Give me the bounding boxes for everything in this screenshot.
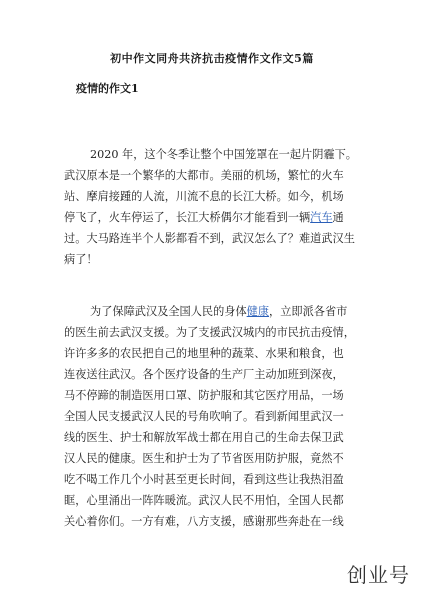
paragraph2-line: 连夜送往武汉。各个医疗设备的生产厂主动加班到深夜， <box>64 368 344 381</box>
paragraph2-line: 线的医生、护士和解放军战士都在用自己的生命去保卫武 <box>64 431 344 444</box>
paragraph2-line: 全国人民支援武汉人民的号角吹响了。看到新闻里武汉一 <box>64 410 344 423</box>
section-heading: 疫情的作文1 <box>76 82 139 95</box>
paragraph1-line: 武汉原本是一个繁华的大都市。美丽的机场，繁忙的火车 <box>64 169 344 182</box>
health-link[interactable]: 健康 <box>246 305 270 318</box>
paragraph1-line: 过。大马路连半个人影都看不到，武汉怎么了？难道武汉生 <box>64 232 355 245</box>
paragraph2-line: 许许多多的农民把自己的地里种的蔬菜、水果和粮食，也 <box>64 347 344 360</box>
paragraph1-line-text: 通 <box>332 211 344 224</box>
paragraph1-line-text: 停飞了，火车停运了，长江大桥偶尔才能看到一辆 <box>64 211 311 224</box>
paragraph2-line <box>90 304 347 320</box>
watermark-logo: 创业号 <box>347 563 410 587</box>
paragraph1-line: 2020 年，这个冬季让整个中国笼罩在一起片阴霾下。 <box>90 148 357 161</box>
paragraph2-line-text: ，立即派各省市 <box>269 305 348 318</box>
paragraph2-line: 眶，心里涌出一阵阵暖流。武汉人民不用怕，全国人民都 <box>64 494 344 507</box>
paragraph2-line-text: 为了保障武汉及全国人民的身体 <box>90 305 247 318</box>
paragraph1-line <box>64 210 344 226</box>
paragraph2-line: 关心着你们。一方有难，八方支援，感谢那些奔赴在一线 <box>64 515 344 528</box>
document-title: 初中作文同舟共济抗击疫情作文作文5篇 <box>110 52 314 65</box>
car-link[interactable]: 汽车 <box>310 211 333 224</box>
paragraph2-line: 吃不喝工作几个小时甚至更长时间，看到这些让我热泪盈 <box>64 473 344 486</box>
paragraph2-line: 马不停蹄的制造医用口罩、防护服和其它医疗用品，一场 <box>64 389 344 402</box>
paragraph1-line: 病了！ <box>64 253 98 266</box>
paragraph2-line: 汉人民的健康。医生和护士为了节省医用防护服，竟然不 <box>64 452 344 465</box>
paragraph2-line: 的医生前去武汉支援。为了支援武汉城内的市民抗击疫情， <box>64 326 355 339</box>
paragraph1-line: 站、摩肩接踵的人流，川流不息的长江大桥。如今，机场 <box>64 190 344 203</box>
